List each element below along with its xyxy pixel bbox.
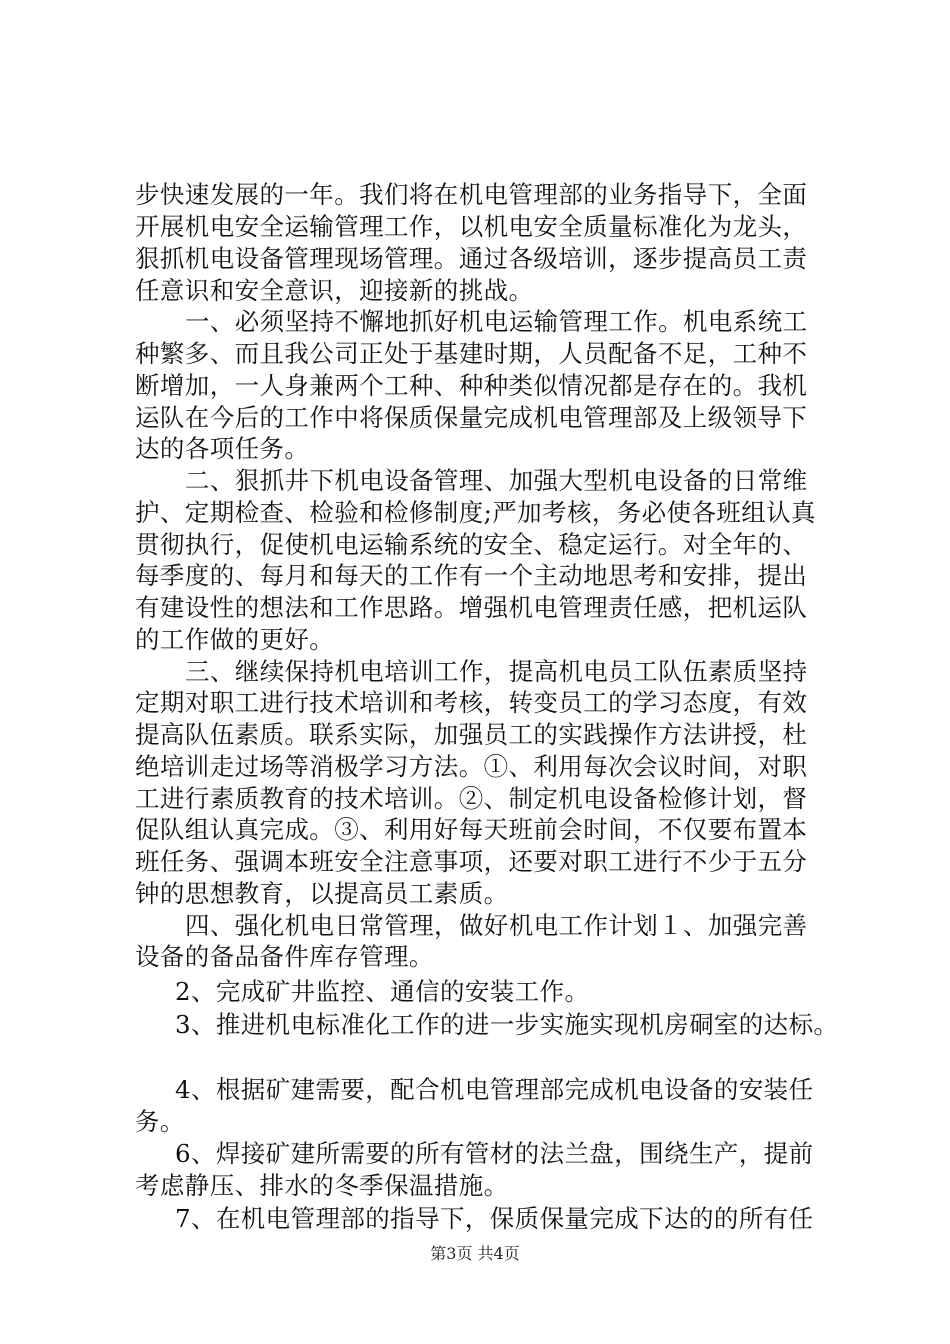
text-line-21: 促队组认真完成。③、利用好每天班前会时间，不仅要布置本 <box>135 815 808 844</box>
text-line-31: 考虑静压、排水的冬季保温措施。 <box>135 1171 509 1200</box>
paragraph-1-start: 一、必须坚持不懈地抓好机电运输管理工作。机电系统工 <box>185 307 808 336</box>
text-line-1: 步快速发展的一年。我们将在机电管理部的业务指导下，全面 <box>135 180 808 209</box>
list-item-3: 3、推进机电标准化工作的进一步实施实现机房硐室的达标。 <box>175 1010 839 1039</box>
text-line-20: 工进行素质教育的技术培训。②、制定机电设备检修计划，督 <box>135 784 808 813</box>
text-line-17: 定期对职工进行技术培训和考核，转变员工的学习态度，有效 <box>135 688 808 717</box>
text-line-4: 任意识和安全意识，迎接新的挑战。 <box>135 276 534 305</box>
text-line-29: 务。 <box>135 1107 185 1136</box>
text-line-2: 开展机电安全运输管理工作，以机电安全质量标准化为龙头， <box>135 212 808 241</box>
text-line-14: 有建设性的想法和工作思路。增强机电管理责任感，把机运队 <box>135 593 808 622</box>
text-line-23: 钟的思想教育，以提高员工素质。 <box>135 879 509 908</box>
text-line-13: 每季度的、每月和每天的工作有一个主动地思考和安排，提出 <box>135 561 808 590</box>
list-item-4: 4、根据矿建需要，配合机电管理部完成机电设备的安装任 <box>175 1075 814 1104</box>
page-number-footer: 第3页 共4页 <box>430 1244 520 1263</box>
list-item-7: 7、在机电管理部的指导下，保质保量完成下达的的所有任 <box>175 1204 814 1233</box>
text-line-9: 达的各项任务。 <box>135 434 310 463</box>
paragraph-3-start: 三、继续保持机电培训工作，提高机电员工队伍素质坚持 <box>185 657 808 686</box>
text-line-25: 设备的备品备件库存管理。 <box>135 942 434 971</box>
text-line-12: 贯彻执行，促使机电运输系统的安全、稳定运行。对全年的、 <box>135 530 808 559</box>
paragraph-2-start: 二、狠抓井下机电设备管理、加强大型机电设备的日常维 <box>185 466 808 495</box>
list-item-6: 6、焊接矿建所需要的所有管材的法兰盘，围绕生产，提前 <box>175 1139 814 1168</box>
text-line-15: 的工作做的更好。 <box>135 625 335 654</box>
text-line-6: 种繁多、而且我公司正处于基建时期，人员配备不足，工种不 <box>135 339 808 368</box>
text-line-19: 绝培训走过场等消极学习方法。①、利用每次会议时间，对职 <box>135 752 808 781</box>
text-line-11: 护、定期检查、检验和检修制度;严加考核，务必使各班组认真 <box>135 498 816 527</box>
text-line-22: 班任务、强调本班安全注意事项，还要对职工进行不少于五分 <box>135 847 808 876</box>
paragraph-4-start: 四、强化机电日常管理，做好机电工作计划１、加强完善 <box>185 911 808 940</box>
list-item-2: 2、完成矿井监控、通信的安装工作。 <box>175 977 590 1006</box>
text-line-18: 提高队伍素质。联系实际，加强员工的实践操作方法讲授，杜 <box>135 720 808 749</box>
text-line-7: 断增加，一人身兼两个工种、种种类似情况都是存在的。我机 <box>135 371 808 400</box>
text-line-3: 狠抓机电设备管理现场管理。通过各级培训，逐步提高员工责 <box>135 244 808 273</box>
text-line-8: 运队在今后的工作中将保质保量完成机电管理部及上级领导下 <box>135 403 808 432</box>
